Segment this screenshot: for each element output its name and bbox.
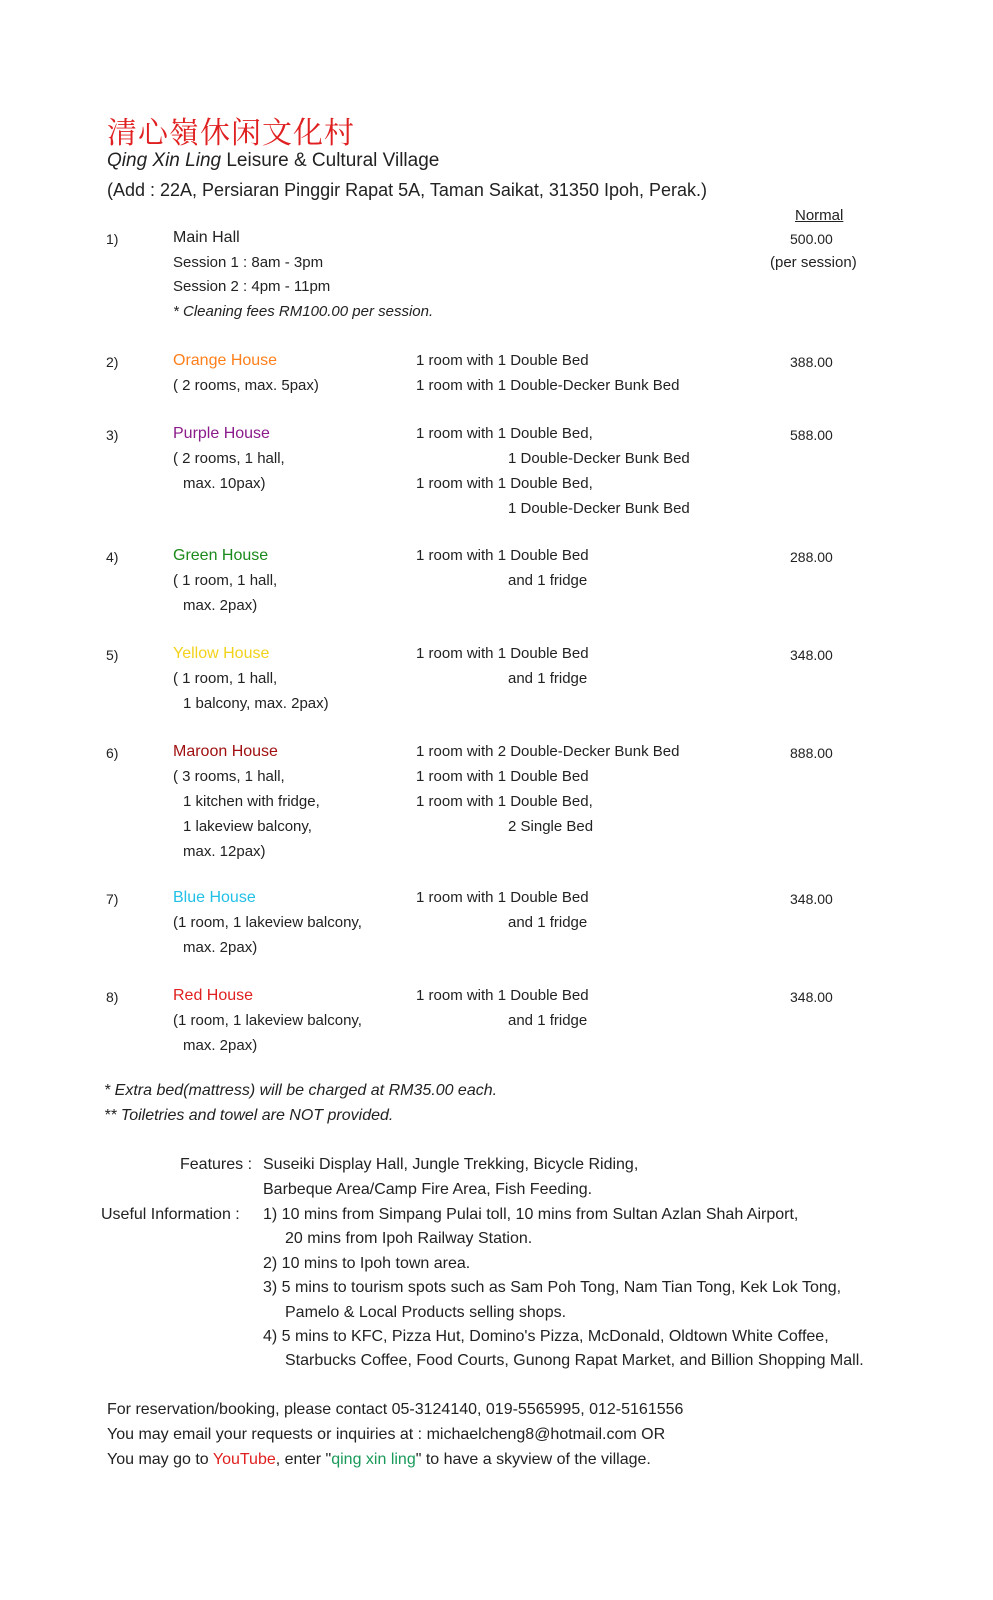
house-name: Maroon House [173,743,278,760]
house-info: 1 kitchen with fridge, [183,793,320,810]
village-name-rest: Leisure & Cultural Village [226,150,440,171]
entry-number: 1) [106,231,119,247]
house-price: 388.00 [790,354,833,370]
house-name: Orange House [173,352,278,369]
room-description: 1 room with 1 Double Bed [416,889,589,906]
youtube-search-query: qing xin ling [331,1451,416,1468]
house-name: Yellow House [173,645,270,662]
cleaning-note: * Cleaning fees RM100.00 per session. [173,303,434,320]
room-description: 1 room with 2 Double-Decker Bunk Bed [416,743,680,760]
features-line-2: Barbeque Area/Camp Fire Area, Fish Feeding. [263,1181,593,1198]
house-info: (1 room, 1 lakeview balcony, [173,1012,362,1029]
house-price: 588.00 [790,427,833,443]
house-info: max. 2pax) [183,1037,258,1054]
youtube-link[interactable]: YouTube [212,1451,276,1468]
entry-number: 8) [106,989,119,1005]
main-hall-price: 500.00 [790,231,833,247]
room-description: 1 room with 1 Double Bed [416,768,589,785]
house-name: Green House [173,547,269,564]
house-info: ( 2 rooms, max. 5pax) [173,377,319,394]
room-description: 2 Single Bed [508,818,594,835]
useful-info-item: 4) 5 mins to KFC, Pizza Hut, Domino's Pizza, McDonald, Oldtown White Coffee, [263,1328,829,1345]
house-price: 348.00 [790,989,833,1005]
house-name: Red House [173,987,254,1004]
house-info: 1 balcony, max. 2pax) [183,695,329,712]
house-info: max. 2pax) [183,939,258,956]
room-description: and 1 fridge [508,914,588,931]
useful-info-item: 20 mins from Ipoh Railway Station. [285,1230,533,1247]
room-description: 1 room with 1 Double Bed [416,352,589,369]
room-description: 1 room with 1 Double Bed, [416,425,593,442]
room-description: 1 room with 1 Double-Decker Bunk Bed [416,377,680,394]
room-description: 1 room with 1 Double Bed [416,547,589,564]
entry-number: 6) [106,745,119,761]
toiletries-note: ** Toiletries and towel are NOT provided. [104,1107,394,1124]
room-description: 1 room with 1 Double Bed [416,645,589,662]
house-price: 348.00 [790,647,833,663]
entry-number: 4) [106,549,119,565]
youtube-prefix: You may go to [107,1451,213,1468]
main-hall-title: Main Hall [173,229,240,246]
village-name-italic: Qing Xin Ling [107,150,222,171]
features-label: Features : [180,1156,253,1173]
house-info: ( 1 room, 1 hall, [173,670,278,687]
entry-number: 5) [106,647,119,663]
entry-number: 2) [106,354,119,370]
entry-number: 7) [106,891,119,907]
house-price: 888.00 [790,745,833,761]
contact-youtube [107,1451,651,1469]
useful-info-item: 3) 5 mins to tourism spots such as Sam Poh Tong, Nam Tian Tong, Kek Lok Tong, [263,1279,842,1296]
room-description: 1 Double-Decker Bunk Bed [508,500,690,517]
youtube-mid: , enter " [275,1451,332,1468]
useful-info-item: 1) 10 mins from Simpang Pulai toll, 10 mins from Sultan Azlan Shah Airport, [263,1206,799,1223]
contact-email: You may email your requests or inquiries at : michaelcheng8@hotmail.com OR [107,1426,666,1443]
useful-info-item: 2) 10 mins to Ipoh town area. [263,1255,471,1272]
features-line-1: Suseiki Display Hall, Jungle Trekking, Bicycle Riding, [263,1156,639,1173]
room-description: and 1 fridge [508,1012,588,1029]
house-info: ( 3 rooms, 1 hall, [173,768,285,785]
house-info: ( 2 rooms, 1 hall, [173,450,285,467]
session-2: Session 2 : 4pm - 11pm [173,278,331,295]
address: (Add : 22A, Persiaran Pinggir Rapat 5A, Taman Saikat, 31350 Ipoh, Perak.) [107,180,708,200]
useful-info-item: Pamelo & Local Products selling shops. [285,1304,567,1321]
house-info: ( 1 room, 1 hall, [173,572,278,589]
village-name [107,150,439,172]
house-info: (1 room, 1 lakeview balcony, [173,914,362,931]
useful-info-item: Starbucks Coffee, Food Courts, Gunong Rapat Market, and Billion Shopping Mall. [285,1352,864,1369]
price-column-header: Normal [795,207,844,224]
room-description: 1 Double-Decker Bunk Bed [508,450,690,467]
house-info: max. 12pax) [183,843,266,860]
house-price: 348.00 [790,891,833,907]
main-hall-price-note: (per session) [770,254,857,271]
house-name: Blue House [173,889,256,906]
room-description: and 1 fridge [508,572,588,589]
entry-number: 3) [106,427,119,443]
useful-info-label: Useful Information : [101,1206,240,1223]
extra-bed-note: * Extra bed(mattress) will be charged at RM35.00 each. [104,1082,498,1099]
session-1: Session 1 : 8am - 3pm [173,254,324,271]
house-price: 288.00 [790,549,833,565]
room-description: 1 room with 1 Double Bed [416,987,589,1004]
room-description: 1 room with 1 Double Bed, [416,475,593,492]
contact-phone: For reservation/booking, please contact 05-3124140, 019-5565995, 012-5161556 [107,1401,684,1418]
house-info: 1 lakeview balcony, [183,818,312,835]
youtube-suffix: " to have a skyview of the village. [415,1451,651,1468]
chinese-title: 清心嶺休闲文化村 [107,116,355,151]
house-name: Purple House [173,425,270,442]
room-description: and 1 fridge [508,670,588,687]
room-description: 1 room with 1 Double Bed, [416,793,593,810]
house-info: max. 2pax) [183,597,258,614]
house-info: max. 10pax) [183,475,266,492]
